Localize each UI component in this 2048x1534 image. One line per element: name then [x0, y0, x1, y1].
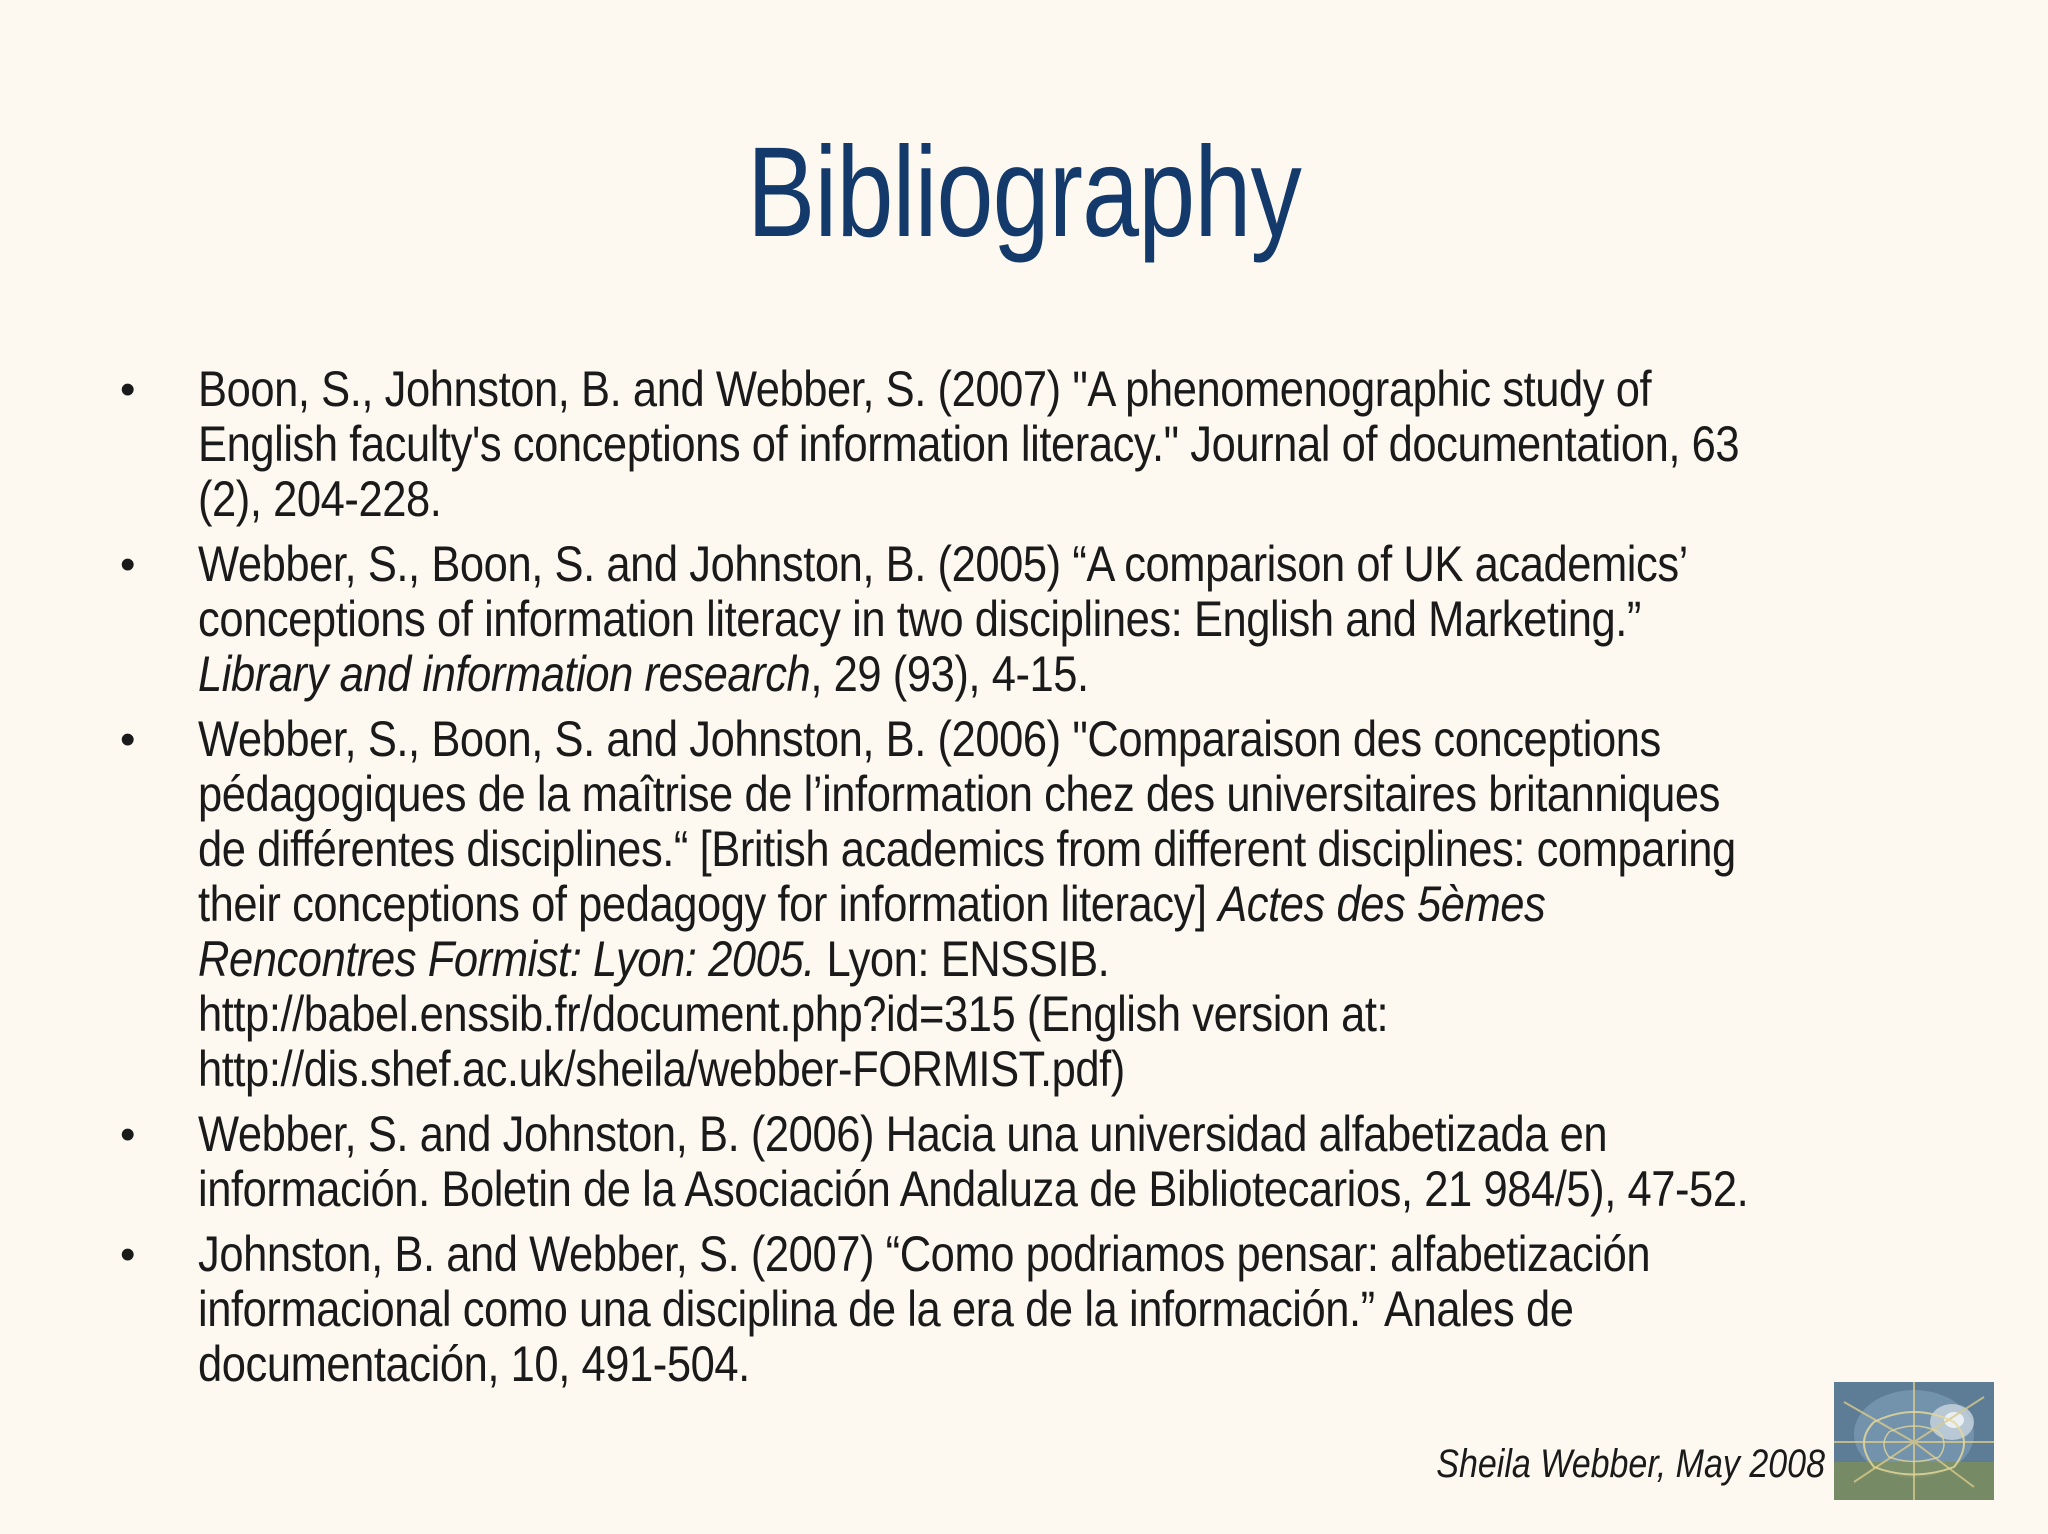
- reference-segment: English faculty's conceptions of information literacy." Journal of documentation, 63: [198, 416, 1740, 472]
- bullet-icon: •: [120, 365, 136, 414]
- reference-segment: documentación, 10, 491-504.: [198, 1336, 750, 1392]
- reference-segment: Boon, S., Johnston, B. and Webber, S. (2007) "A phenomenographic study of: [198, 361, 1652, 417]
- reference-line: [198, 822, 1938, 877]
- reference-segment: Johnston, B. and Webber, S. (2007) “Como podriamos pensar: alfabetización: [198, 1226, 1651, 1282]
- reference-line: [198, 362, 1938, 417]
- reference-segment: Lyon: ENSSIB.: [814, 931, 1110, 987]
- reference-item: [110, 1107, 1970, 1217]
- reference-line: [198, 1227, 1938, 1282]
- reference-italic-text: Actes des 5èmes: [1218, 876, 1546, 932]
- reference-line: [198, 647, 1938, 702]
- author-signature: Sheila Webber, May 2008: [1436, 1442, 1825, 1486]
- reference-italic-text: Rencontres Formist: Lyon: 2005.: [198, 931, 815, 987]
- bullet-icon: •: [120, 1110, 136, 1159]
- bullet-icon: •: [120, 715, 136, 764]
- reference-line: [198, 472, 1938, 527]
- reference-text: [198, 1107, 1938, 1217]
- reference-italic-text: Library and information research: [198, 646, 811, 702]
- reference-segment: Webber, S. and Johnston, B. (2006) Hacia una universidad alfabetizada en: [198, 1106, 1608, 1162]
- corner-image: [1834, 1382, 1994, 1500]
- reference-segment: (2), 204-228.: [198, 471, 442, 527]
- reference-line: [198, 1042, 1938, 1097]
- reference-line: [198, 877, 1938, 932]
- reference-text: [198, 712, 1938, 1097]
- reference-line: [198, 1162, 1938, 1217]
- reference-text: [198, 537, 1938, 702]
- reference-line: [198, 1282, 1938, 1337]
- reference-text: [198, 362, 1938, 527]
- reference-line: [198, 537, 1938, 592]
- reference-segment: información. Boletin de la Asociación Andaluza de Bibliotecarios, 21 984/5), 47-52.: [198, 1161, 1749, 1217]
- reference-segment: their conceptions of pedagogy for information literacy]: [198, 876, 1219, 932]
- reference-line: [198, 932, 1938, 987]
- slide-title: Bibliography: [747, 121, 1301, 264]
- bullet-icon: •: [120, 540, 136, 589]
- web-photo-graphic: [1834, 1382, 1994, 1500]
- reference-line: [198, 417, 1938, 472]
- reference-item: [110, 712, 1970, 1097]
- reference-segment: , 29 (93), 4-15.: [810, 646, 1089, 702]
- reference-item: [110, 1227, 1970, 1392]
- reference-line: [198, 767, 1938, 822]
- bullet-icon: •: [120, 1230, 136, 1279]
- reference-segment: http://babel.enssib.fr/document.php?id=315 (English version at:: [198, 986, 1389, 1042]
- reference-segment: pédagogiques de la maîtrise de l’information chez des universitaires britanniques: [198, 766, 1720, 822]
- reference-segment: http://dis.shef.ac.uk/sheila/webber-FORMIST.pdf): [198, 1041, 1125, 1097]
- reference-segment: informacional como una disciplina de la era de la información.” Anales de: [198, 1281, 1574, 1337]
- reference-line: [198, 1107, 1938, 1162]
- reference-segment: conceptions of information literacy in two disciplines: English and Marketing.”: [198, 591, 1641, 647]
- reference-line: [198, 712, 1938, 767]
- reference-item: [110, 537, 1970, 702]
- reference-line: [198, 987, 1938, 1042]
- reference-segment: Webber, S., Boon, S. and Johnston, B. (2006) "Comparaison des conceptions: [198, 711, 1661, 767]
- reference-segment: de différentes disciplines.“ [British academics from different disciplines: comparing: [198, 821, 1736, 877]
- reference-item: [110, 362, 1970, 527]
- reference-list: [110, 362, 1970, 1402]
- reference-line: [198, 592, 1938, 647]
- reference-text: [198, 1227, 1938, 1392]
- reference-line: [198, 1337, 1938, 1392]
- reference-segment: Webber, S., Boon, S. and Johnston, B. (2005) “A comparison of UK academics’: [198, 536, 1688, 592]
